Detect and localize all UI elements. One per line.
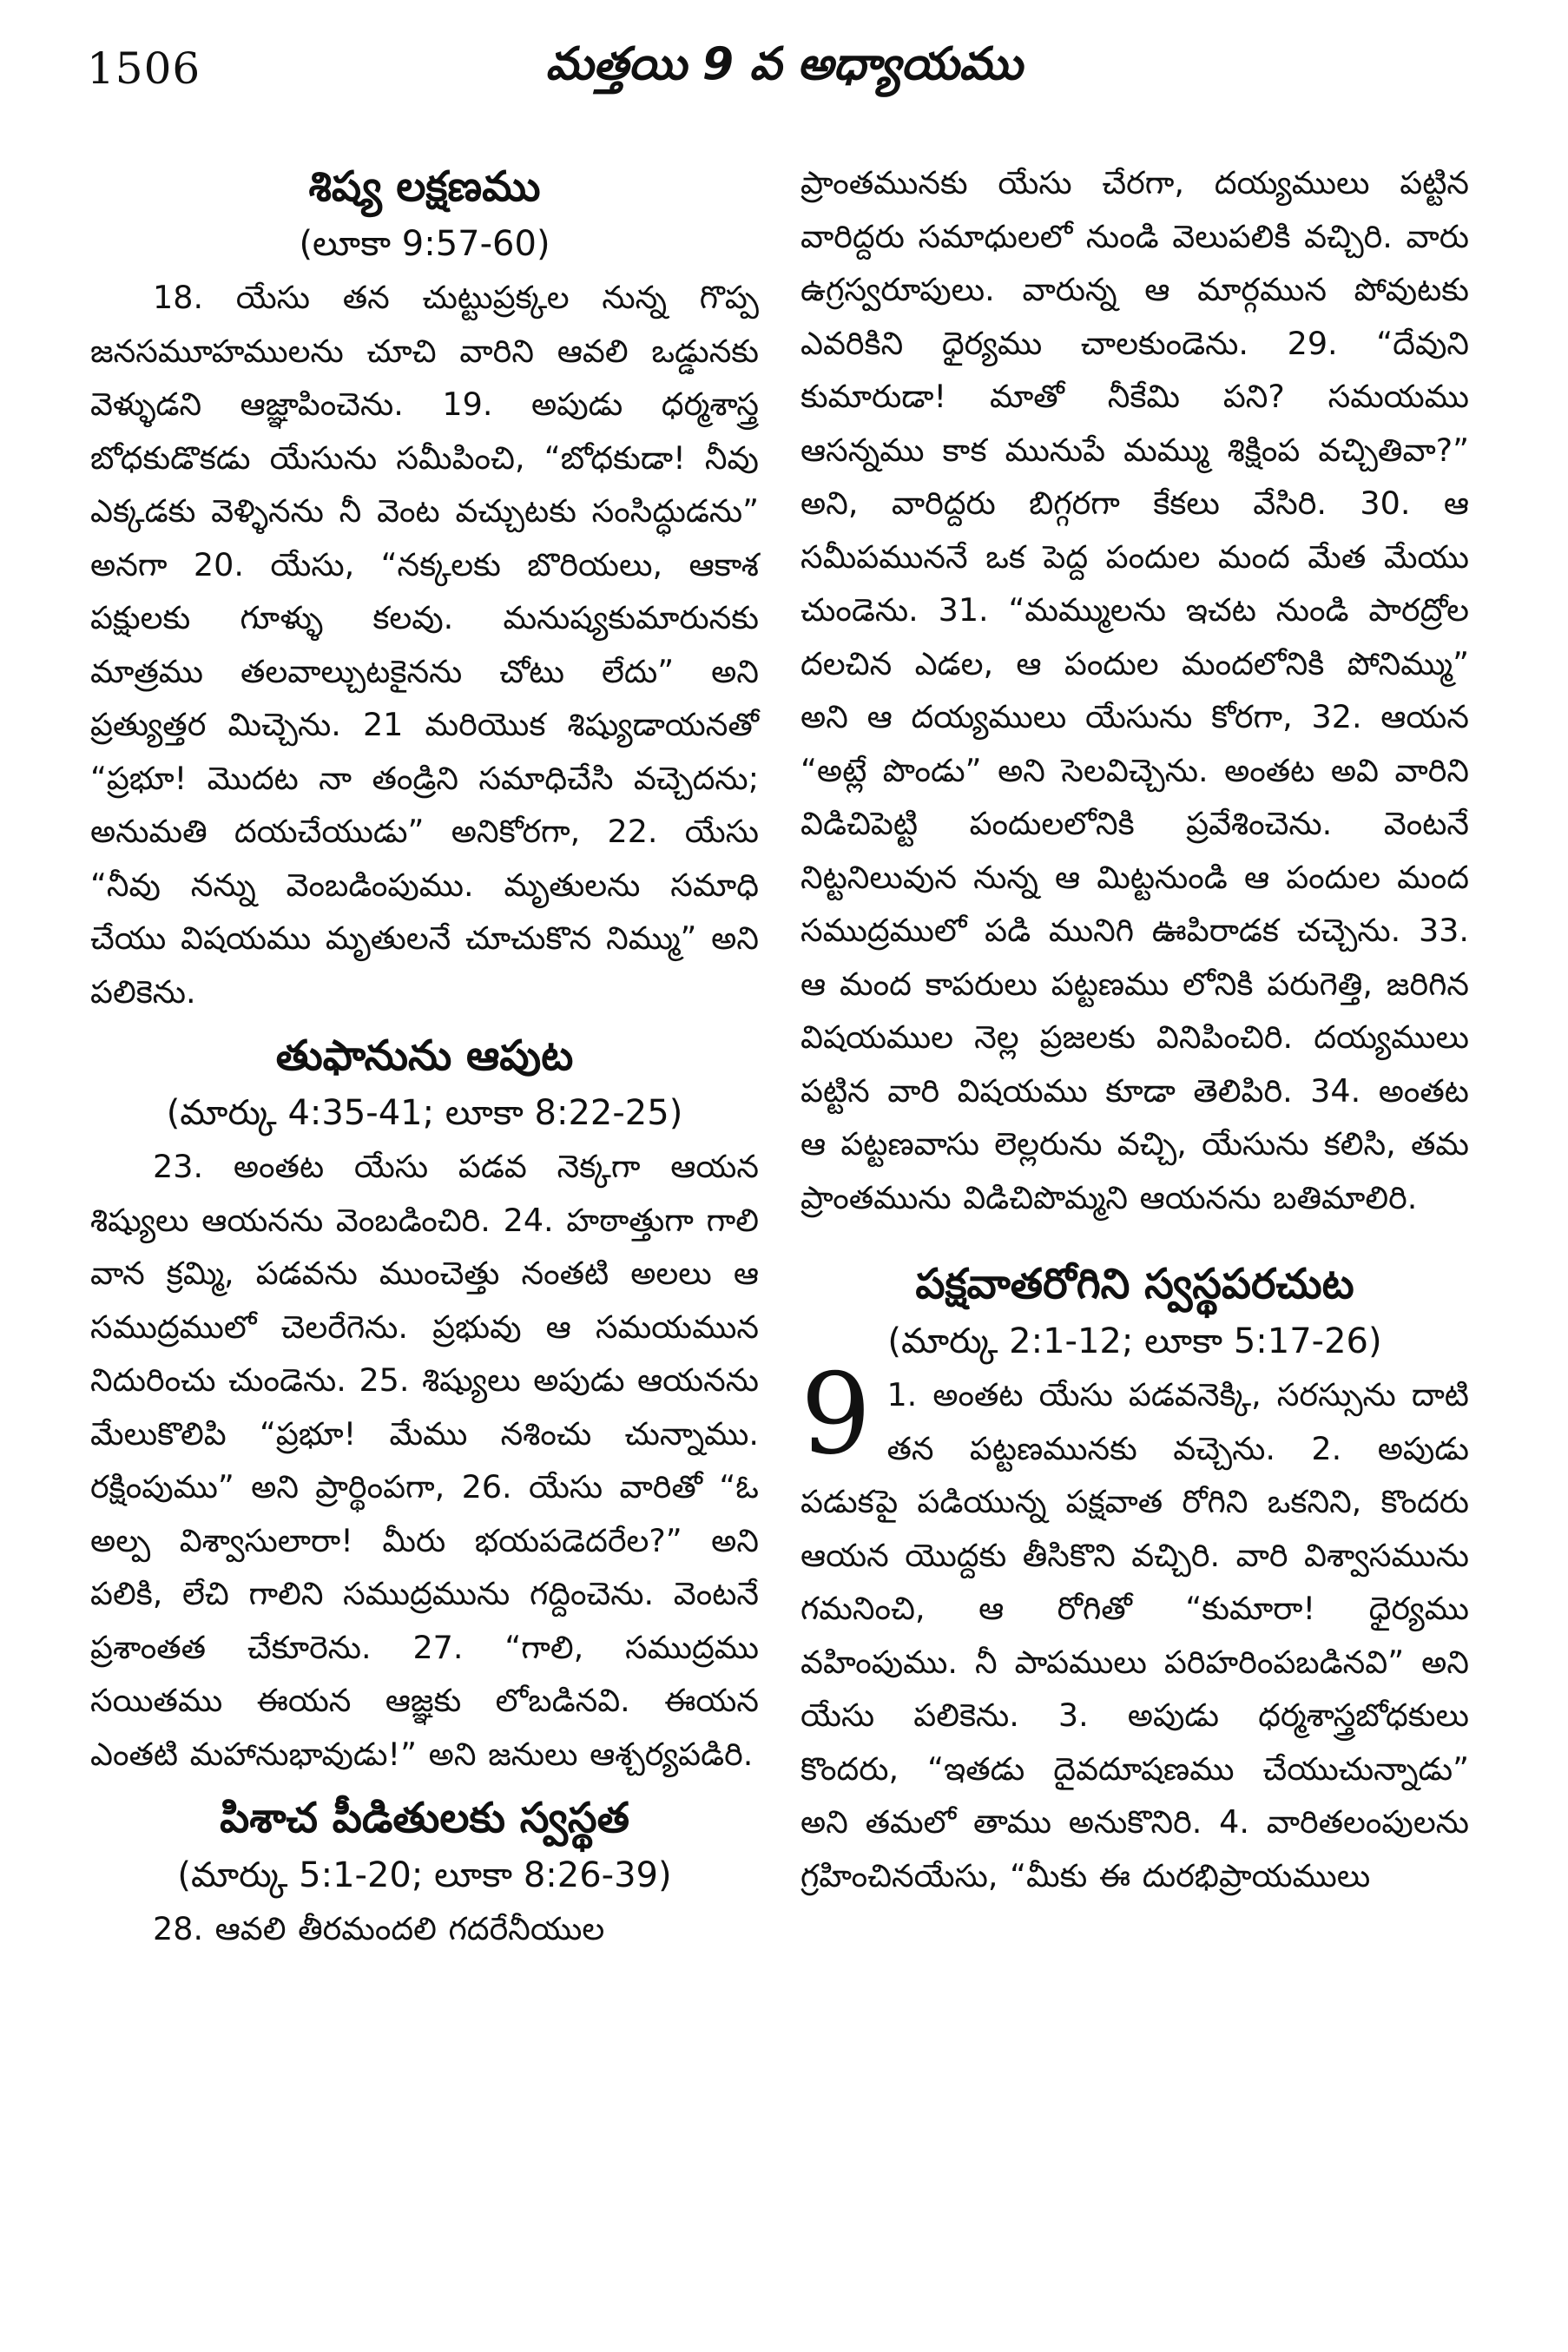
body-paragraph-continued: ప్రాంతమునకు యేసు చేరగా, దయ్యములు పట్టిన వారిద్దరు సమాధులలో నుండి వెలుపలికి వచ్చిరి. వారు ఉగ్రస్వరూపులు. వారున్న ఆ మార్గమున పోవుటకు ఎవరికిని ధైర్యము చాలకుండెను. 29. “దేవుని కుమారుడా! మాతో నీకేమి పని? సమయము ఆసన్నము కాక మునుపే మమ్ము శిక్షింప వచ్చితివా?” అని, వారిద్దరు బిగ్గరగా కేకలు వేసిరి. 30. ఆ సమీపముననే ఒక పెద్ద పందుల మంద మేత మేయు చుండెను. 31. “మమ్ములను ఇచట నుండి పారద్రోల దలచిన ఎడల, ఆ పందుల మందలోనికి పోనిమ్ము” అని ఆ దయ్యములు యేసును కోరగా, 32. ఆయన “అట్లే పొండు” అని సెలవిచ్చెను. అంతట అవి వారిని విడిచిపెట్టి పందులలోనికి ప్రవేశించెను. వెంటనే నిట్టనిలువున నున్న ఆ మిట్టనుండి ఆ పందుల మంద సముద్రములో పడి మునిగి ఊపిరాడక చచ్చెను. 33. ఆ మంద కాపరులు పట్టణము లోనికి పరుగెత్తి, జరిగిన విషయముల నెల్ల ప్రజలకు వినిపించిరి. దయ్యములు పట్టిన వారి విషయము కూడా తెలిపిరి. 34. అంతట ఆ పట్టణవాసు లెల్లరును వచ్చి, యేసును కలిసి, తమ ప్రాంతమును విడిచిపొమ్మని ఆయనను బతిమాలిరి.: [800, 164, 1469, 1216]
section-references: (మార్కు 4:35-41; లూకా 8:22-25): [166, 1093, 683, 1133]
right-column: [800, 156, 1469, 1909]
chapter-title: మత్తయి 9 వ అధ్యాయము: [545, 38, 1023, 90]
section-references: (మార్కు 5:1-20; లూకా 8:26-39): [177, 1855, 672, 1895]
body-paragraph: 18. యేసు తన చుట్టుప్రక్కల నున్న గొప్ప జనసమూహములను చూచి వారిని ఆవలి ఒడ్డునకు వెళ్ళుడని ఆజ్ఞాపించెను. 19. అపుడు ధర్మశాస్త్ర బోధకుడొకడు యేసును సమీపించి, “బోధకుడా! నీవు ఎక్కడకు వెళ్ళినను నీ వెంట వచ్చుటకు సంసిద్ధుడను” అనగా 20. యేసు, “నక్కలకు బొరియలు, ఆకాశ పక్షులకు గూళ్ళు కలవు. మనుష్యకుమారునకు మాత్రము తలవాల్చుటకైనను చోటు లేదు” అని ప్రత్యుత్తర మిచ్చెను. 21 మరియొక శిష్యుడాయనతో “ప్రభూ! మొదట నా తండ్రిని సమాధిచేసి వచ్చెదను; అనుమతి దయచేయుడు” అనికోరగా, 22. యేసు “నీవు నన్ను వెంబడింపుము. మృతులను సమాధి చేయు విషయము మృతులనే చూచుకొన నిమ్ము” అని పలికెను.: [90, 279, 759, 1011]
section-references: (మార్కు 2:1-12; లూకా 5:17-26): [887, 1321, 1382, 1361]
chapter-drop-numeral: 9: [800, 1350, 872, 1479]
section-heading-discipleship: శిష్య లక్షణము: [308, 162, 541, 211]
section-heading-demon-healing: పిశాచ పీడితులకు స్వస్థత: [220, 1794, 629, 1842]
left-column: [90, 156, 759, 1963]
page-number: 1506: [87, 43, 201, 94]
body-paragraph: 1. అంతట యేసు పడవనెక్కి, సరస్సును దాటి తన పట్టణమునకు వచ్చెను. 2. అపుడు పడుకపై పడియున్న పక్షవాత రోగిని ఒకనిని, కొందరు ఆయన యొద్దకు తీసికొని వచ్చిరి. వారి విశ్వాసమును గమనించి, ఆ రోగితో “కుమారా! ధైర్యము వహింపుము. నీ పాపములు పరిహరింపబడినవి” అని యేసు పలికెను. 3. అపుడు ధర్మశాస్త్రబోధకులు కొందరు, “ఇతడు దైవదూషణము చేయుచున్నాడు” అని తమలో తాము అనుకొనిరి. 4. వారితలంపులను గ్రహించినయేసు, “మీకు ఈ దురభిప్రాయములు: [800, 1376, 1469, 1894]
section-heading-calming-storm: తుఫానును ఆపుట: [275, 1031, 574, 1080]
section-references: (లూకా 9:57-60): [299, 224, 550, 264]
chapter-opening: [800, 1350, 1469, 1902]
section-heading-paralytic-healing: పక్షవాతరోగిని స్వస్థపరచుట: [915, 1260, 1354, 1308]
body-paragraph: 28. ఆవలి తీరమందలి గదరేనీయుల: [153, 1910, 605, 1947]
page-header: [0, 24, 1568, 111]
body-paragraph: 23. అంతట యేసు పడవ నెక్కగా ఆయన శిష్యులు ఆయనను వెంబడించిరి. 24. హఠాత్తుగా గాలి వాన క్రమ్మి, పడవను ముంచెత్తు నంతటి అలలు ఆ సముద్రములో చెలరేగెను. ప్రభువు ఆ సమయమున నిదురించు చుండెను. 25. శిష్యులు అపుడు ఆయనను మేలుకొలిపి “ప్రభూ! మేము నశించు చున్నాము. రక్షింపుము” అని ప్రార్థింపగా, 26. యేసు వారితో “ఓ అల్ప విశ్వాసులారా! మీరు భయపడెదరేల?” అని పలికి, లేచి గాలిని సముద్రమును గద్దించెను. వెంటనే ప్రశాంతత చేకూరెను. 27. “గాలి, సముద్రము సయితము ఈయన ఆజ్ఞకు లోబడినవి. ఈయన ఎంతటి మహానుభావుడు!” అని జనులు ఆశ్చర్యపడిరి.: [90, 1148, 759, 1773]
